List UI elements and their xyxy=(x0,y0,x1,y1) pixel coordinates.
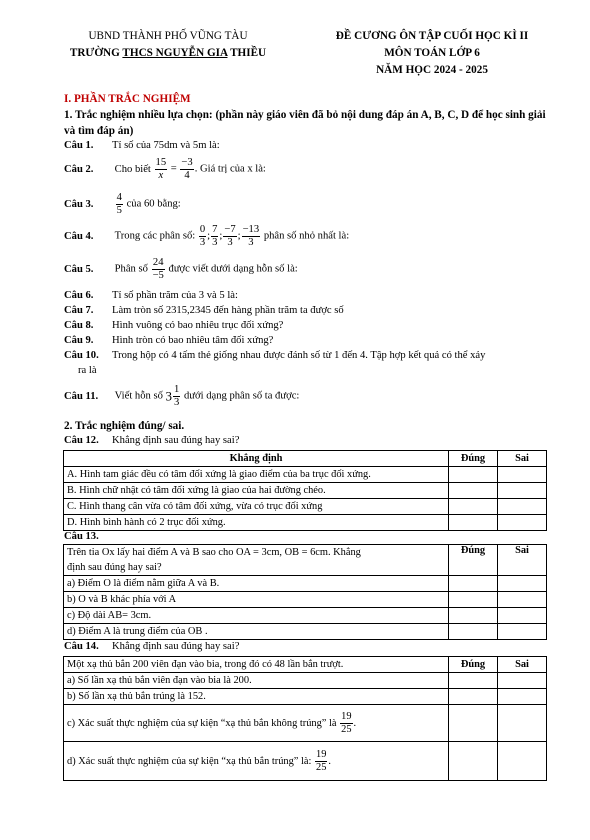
numerator: 1 xyxy=(174,384,180,395)
question-14 xyxy=(64,640,239,654)
question-label: Câu 13. xyxy=(64,531,99,542)
statement-text: d) Xác suất thực nghiệm của sự kiện “xạ thủ bắn trúng” là: xyxy=(67,755,312,767)
question-label: Câu 2. xyxy=(64,163,94,175)
numerator: 0 xyxy=(199,224,206,235)
numerator: 7 xyxy=(212,224,218,235)
col-true: Đúng xyxy=(449,451,498,467)
fraction xyxy=(211,224,218,249)
true-cell[interactable] xyxy=(449,499,498,515)
question-label: Câu 9. xyxy=(64,335,94,347)
question-label: Câu 12. xyxy=(64,435,99,447)
question-label: Câu 11. xyxy=(64,390,99,402)
question-text-end: phân số nhỏ nhất là: xyxy=(263,230,350,242)
table-row xyxy=(64,515,547,531)
denominator: −5 xyxy=(152,270,164,281)
statement-cell: B. Hình chữ nhật có tâm đối xứng là giao của hai đường chéo. xyxy=(64,483,449,499)
table-row xyxy=(64,742,547,781)
table-header-row xyxy=(64,657,547,673)
subject: MÔN TOÁN LỚP 6 xyxy=(384,47,480,59)
col-false: Sai xyxy=(498,657,547,673)
question-13 xyxy=(64,530,112,544)
fraction xyxy=(173,384,180,409)
false-cell[interactable] xyxy=(498,592,547,608)
question-10 xyxy=(64,349,485,363)
denominator: 3 xyxy=(227,237,233,248)
statement-cell: b) O và B khác phía với A xyxy=(64,592,449,608)
col-true: Đúng xyxy=(449,657,498,673)
question-text: Làm tròn số 2315,2345 đến hàng phần trăm ta được số xyxy=(112,305,344,316)
statement-cell: a) Số lần xạ thủ bắn viên đạn vào bia là 200. xyxy=(64,673,449,689)
question-4: Câu 4. Trong các phân số: $\frac{0}{3}$ ; $\frac{7}{3}$ ; $\frac{-7}{3}$ ; $\frac{-13}{3}$ phân số nhỏ nhất là: xyxy=(64,224,350,248)
true-cell[interactable] xyxy=(449,592,498,608)
table-row xyxy=(64,705,547,742)
true-cell[interactable] xyxy=(449,483,498,499)
false-cell[interactable] xyxy=(498,673,547,689)
school-prefix: TRƯỜNG xyxy=(69,47,123,59)
true-cell[interactable] xyxy=(449,608,498,624)
question-label: Câu 1. xyxy=(64,140,94,152)
question-label: Câu 3. xyxy=(64,198,94,210)
numerator: 15 xyxy=(155,157,167,168)
col-true: Đúng xyxy=(449,545,498,576)
question-text: Khẳng định sau đúng hay sai? xyxy=(112,641,240,652)
numerator: 4 xyxy=(116,192,122,203)
question-label: Câu 4. xyxy=(64,230,94,242)
true-cell[interactable] xyxy=(449,705,498,742)
fraction xyxy=(116,192,123,217)
fraction xyxy=(242,224,261,249)
subheading-multiple-choice: 1. Trắc nghiệm nhiều lựa chọn: (phần này giáo viên đã bỏ nội dung đáp án A, B, C, D để học sinh giải và tìm đáp án) xyxy=(64,109,546,137)
question-text: Phân số xyxy=(114,263,148,275)
question-8 xyxy=(64,319,283,333)
question-text-end: . Giá trị của x là: xyxy=(194,163,266,175)
school-name xyxy=(48,45,288,62)
statement-cell: D. Hình bình hành có 2 trục đối xứng. xyxy=(64,515,449,531)
intro-cell: Một xạ thủ bắn 200 viên đạn vào bia, trong đó có 48 lần bắn trượt. xyxy=(64,657,449,673)
denominator: 3 xyxy=(212,237,218,248)
statement-cell: d) Điểm A là trung điểm của OB . xyxy=(64,624,449,640)
fraction xyxy=(340,711,352,736)
false-cell[interactable] xyxy=(498,515,547,531)
true-cell[interactable] xyxy=(449,742,498,781)
false-cell[interactable] xyxy=(498,742,547,781)
denominator: 25 xyxy=(316,761,327,773)
question-text: của 60 bằng: xyxy=(126,198,181,210)
false-cell[interactable] xyxy=(498,689,547,705)
question-text: Tỉ số của 75dm và 5m là: xyxy=(112,140,220,151)
statement-cell: C. Hình thang cân vừa có tâm đối xứng, vừa có trục đối xứng xyxy=(64,499,449,515)
false-cell[interactable] xyxy=(498,624,547,640)
true-cell[interactable] xyxy=(449,467,498,483)
question-text-end: được viết dưới dạng hỗn số là: xyxy=(168,263,298,275)
school-suffix: THIỀU xyxy=(227,47,267,59)
table-row xyxy=(64,499,547,515)
header-right xyxy=(312,28,552,79)
denominator: x xyxy=(158,170,164,181)
false-cell[interactable] xyxy=(498,467,547,483)
intro-line: Trên tia Ox lấy hai điểm A và B sao cho OA = 3cm, OB = 6cm. Khẳng xyxy=(67,547,361,558)
false-cell[interactable] xyxy=(498,499,547,515)
header-left xyxy=(48,28,288,62)
true-cell[interactable] xyxy=(449,673,498,689)
statement-text: c) Xác suất thực nghiệm của sự kiện “xạ thủ bắn không trúng” là xyxy=(67,717,337,729)
table-row xyxy=(64,592,547,608)
question-9 xyxy=(64,334,273,348)
intro-line: định sau đúng hay sai? xyxy=(67,562,162,573)
question-label: Câu 6. xyxy=(64,290,94,302)
true-cell[interactable] xyxy=(449,576,498,592)
fraction xyxy=(315,749,327,774)
true-cell[interactable] xyxy=(449,624,498,640)
question-label: Câu 5. xyxy=(64,263,94,275)
statement-cell: A. Hình tam giác đều có tâm đối xứng là giao điểm của ba trục đối xứng. xyxy=(64,467,449,483)
question-10-cont: ra là xyxy=(78,365,97,376)
denominator: 3 xyxy=(199,237,206,248)
numerator: 19 xyxy=(341,710,352,722)
statement-cell: a) Điểm O là điểm nằm giữa A và B. xyxy=(64,576,449,592)
question-label: Câu 10. xyxy=(64,350,99,362)
question-text: Viết hỗn số xyxy=(114,390,163,402)
mixed-whole: 3 xyxy=(165,388,173,404)
question-label: Câu 14. xyxy=(64,641,99,653)
question-label: Câu 7. xyxy=(64,305,94,317)
denominator: 25 xyxy=(341,723,352,735)
question-text: Hình vuông có bao nhiêu trục đối xứng? xyxy=(112,320,284,331)
question-text-end: dưới dạng phân số ta được: xyxy=(183,390,300,402)
intro-cell xyxy=(64,545,449,576)
fraction xyxy=(199,224,206,249)
table-row xyxy=(64,689,547,705)
table-q14 xyxy=(63,656,547,781)
false-cell[interactable] xyxy=(498,705,547,742)
question-text: Trong các phân số: xyxy=(114,230,196,242)
numerator: −3 xyxy=(181,157,193,168)
question-2 xyxy=(64,157,266,182)
denominator: 4 xyxy=(184,170,190,181)
question-text: Cho biết xyxy=(114,163,151,175)
question-label: Câu 8. xyxy=(64,320,94,332)
statement-cell: c) Độ dài AB= 3cm. xyxy=(64,608,449,624)
table-header-row xyxy=(64,545,547,576)
table-row xyxy=(64,467,547,483)
school-underlined: THCS NGUYỄN GIA xyxy=(122,47,228,59)
denominator: 3 xyxy=(248,237,254,248)
question-1 xyxy=(64,139,220,153)
fraction xyxy=(223,224,236,249)
denominator: 3 xyxy=(174,397,180,408)
table-q13 xyxy=(63,544,547,640)
table-row xyxy=(64,673,547,689)
question-3 xyxy=(64,192,181,217)
table-q12 xyxy=(63,450,547,531)
table-row xyxy=(64,608,547,624)
numerator: 24 xyxy=(152,257,164,268)
denominator: 5 xyxy=(116,205,122,216)
authority-name: UBND THÀNH PHỐ VŨNG TÀU xyxy=(88,30,248,42)
false-cell[interactable] xyxy=(498,576,547,592)
numerator: 19 xyxy=(316,748,327,760)
school-year: NĂM HỌC 2024 - 2025 xyxy=(376,64,488,76)
fraction xyxy=(180,157,193,182)
numerator: −13 xyxy=(242,224,260,235)
table-row xyxy=(64,624,547,640)
statement-cell: d) Xác suất thực nghiệm của sự kiện “xạ thủ bắn trúng” là: $\frac{19}{25}$ . xyxy=(64,742,449,781)
subheading-true-false: 2. Trắc nghiệm đúng/ sai. xyxy=(64,420,185,432)
section-title: I. PHẦN TRẮC NGHIỆM xyxy=(64,93,191,105)
col-false: Sai xyxy=(498,451,547,467)
false-cell[interactable] xyxy=(498,608,547,624)
table-row xyxy=(64,576,547,592)
col-false: Sai xyxy=(498,545,547,576)
question-11 xyxy=(64,384,299,409)
fraction xyxy=(155,157,168,182)
doc-title: ĐỀ CƯƠNG ÔN TẬP CUỐI HỌC KÌ II xyxy=(335,30,529,42)
col-statement: Khẳng định xyxy=(64,451,449,467)
table-row xyxy=(64,483,547,499)
statement-cell: c) Xác suất thực nghiệm của sự kiện “xạ thủ bắn không trúng” là $\frac{19}{25}$ . xyxy=(64,705,449,742)
true-cell[interactable] xyxy=(449,689,498,705)
question-text: Hình tròn có bao nhiêu tâm đối xứng? xyxy=(112,335,274,346)
true-cell[interactable] xyxy=(449,515,498,531)
false-cell[interactable] xyxy=(498,483,547,499)
question-text: Khẳng định sau đúng hay sai? xyxy=(112,435,240,446)
statement-cell: b) Số lần xạ thủ bắn trúng là 152. xyxy=(64,689,449,705)
fraction xyxy=(152,257,165,282)
question-text: Trong hộp có 4 tấm thẻ giống nhau được đánh số từ 1 đến 4. Tập hợp kết quả có thể xảy xyxy=(112,350,486,361)
question-7 xyxy=(64,304,344,318)
question-12 xyxy=(64,434,239,448)
equals-sign: = xyxy=(170,163,177,175)
numerator: −7 xyxy=(224,224,236,235)
question-6 xyxy=(64,289,238,303)
question-text: Tỉ số phần trăm của 3 và 5 là: xyxy=(112,290,238,301)
table-header-row xyxy=(64,451,547,467)
question-5 xyxy=(64,257,298,282)
